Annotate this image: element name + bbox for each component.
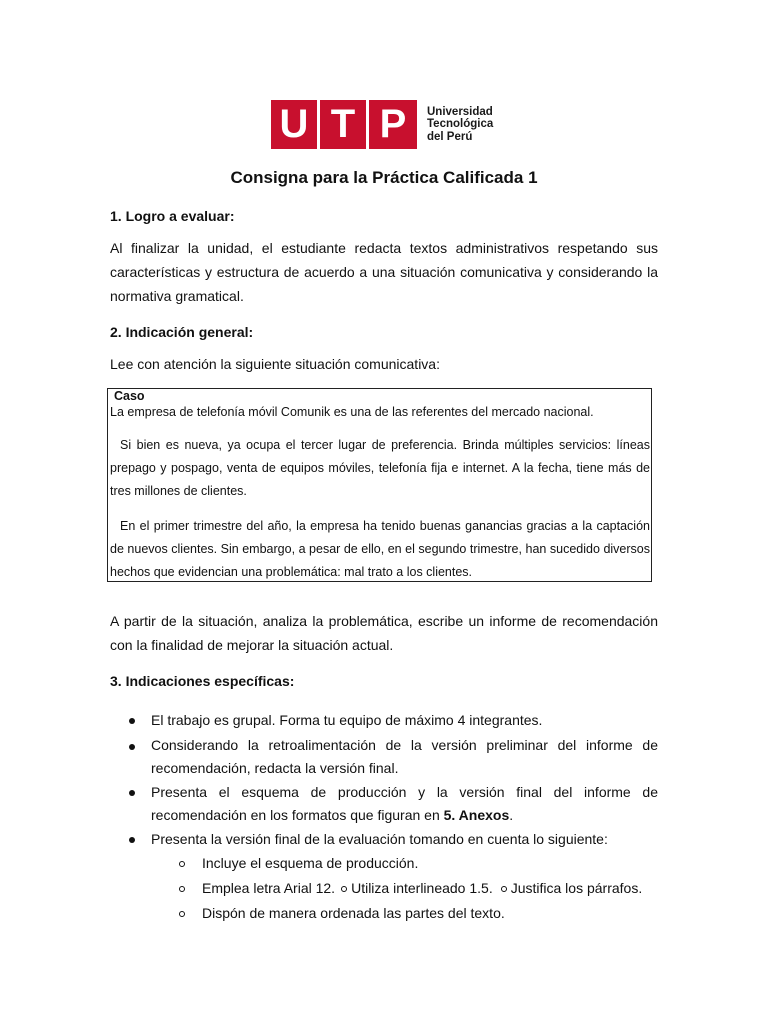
anexos-reference: 5. Anexos	[443, 807, 510, 823]
logo-university-name	[427, 106, 493, 144]
section-2-intro: Lee con atención la siguiente situación comunicativa:	[110, 356, 440, 372]
bullet-item-3-text: Presenta el esquema de producción y la versión final del informe de recomendación en los formatos que figuran en	[151, 784, 658, 823]
bullet-dot	[129, 837, 135, 843]
bullet-item-1: El trabajo es grupal. Forma tu equipo de máximo 4 integrantes.	[151, 712, 543, 728]
logo-letter-p: P	[369, 100, 417, 149]
bullet-item-4: Presenta la versión final de la evaluación tomando en cuenta lo siguiente:	[151, 831, 608, 847]
section-1-text: Al finalizar la unidad, el estudiante redacta textos administrativos respetando sus características y estructura de acuerdo a una situación comunicativa y considerando la normativa gramatical.	[110, 240, 658, 304]
page-title: Consigna para la Práctica Calificada 1	[230, 168, 538, 187]
case-paragraph-3: En el primer trimestre del año, la empresa ha tenido buenas ganancias gracias a la captación de nuevos clientes. Sin embargo, a pesar de ello, en el segundo trimestre, han sucedido diversos hechos que evidencian una problemática: mal trato a los clientes.	[110, 519, 650, 579]
logo-letter-u: U	[271, 100, 317, 149]
logo-name-line-3: del Perú	[427, 130, 473, 143]
section-2-heading: 2. Indicación general:	[110, 324, 254, 340]
sub-bullet-circle	[179, 886, 185, 892]
sub-bullet-circle	[179, 911, 185, 917]
bullet-dot	[129, 790, 135, 796]
case-paragraph-2: Si bien es nueva, ya ocupa el tercer lugar de preferencia. Brinda múltiples servicios: líneas prepago y pospago, venta de equipos móviles, telefonía fija e internet. A la fecha, tiene más de tres millones de clientes.	[110, 438, 650, 498]
case-paragraph-1: La empresa de telefonía móvil Comunik es una de las referentes del mercado nacional.	[110, 405, 594, 419]
sub-bullet-circle	[179, 861, 185, 867]
sub-item-2: Emplea letra Arial 12.	[202, 880, 336, 896]
sub-item-3: Utiliza interlineado 1.5.	[351, 880, 493, 896]
bullet-dot	[129, 718, 135, 724]
sub-item-2-line	[202, 877, 642, 900]
bullet-item-3-end: .	[509, 807, 514, 823]
inline-circle-bullet	[501, 886, 507, 892]
bullet-item-3	[151, 781, 658, 827]
section-1-heading: 1. Logro a evaluar:	[110, 208, 235, 224]
utp-logo	[271, 100, 493, 149]
logo-name-line-2: Tecnológica	[427, 118, 494, 131]
inline-circle-bullet	[341, 886, 347, 892]
section-2-after-text: A partir de la situación, analiza la problemática, escribe un informe de recomendación con la finalidad de mejorar la situación actual.	[110, 613, 658, 653]
sub-item-5: Dispón de manera ordenada las partes del texto.	[202, 905, 505, 921]
logo-name-line-1: Universidad	[427, 105, 493, 118]
logo-blocks	[271, 100, 417, 149]
case-label: Caso	[114, 389, 145, 403]
section-3-heading: 3. Indicaciones específicas:	[110, 673, 295, 689]
bullet-dot	[129, 744, 135, 750]
sub-item-4: Justifica los párrafos.	[510, 880, 643, 896]
sub-item-1: Incluye el esquema de producción.	[202, 855, 419, 871]
logo-letter-t: T	[320, 100, 366, 149]
case-box	[107, 388, 652, 582]
bullet-item-2: Considerando la retroalimentación de la versión preliminar del informe de recomendación, redacta la versión final.	[151, 737, 658, 776]
